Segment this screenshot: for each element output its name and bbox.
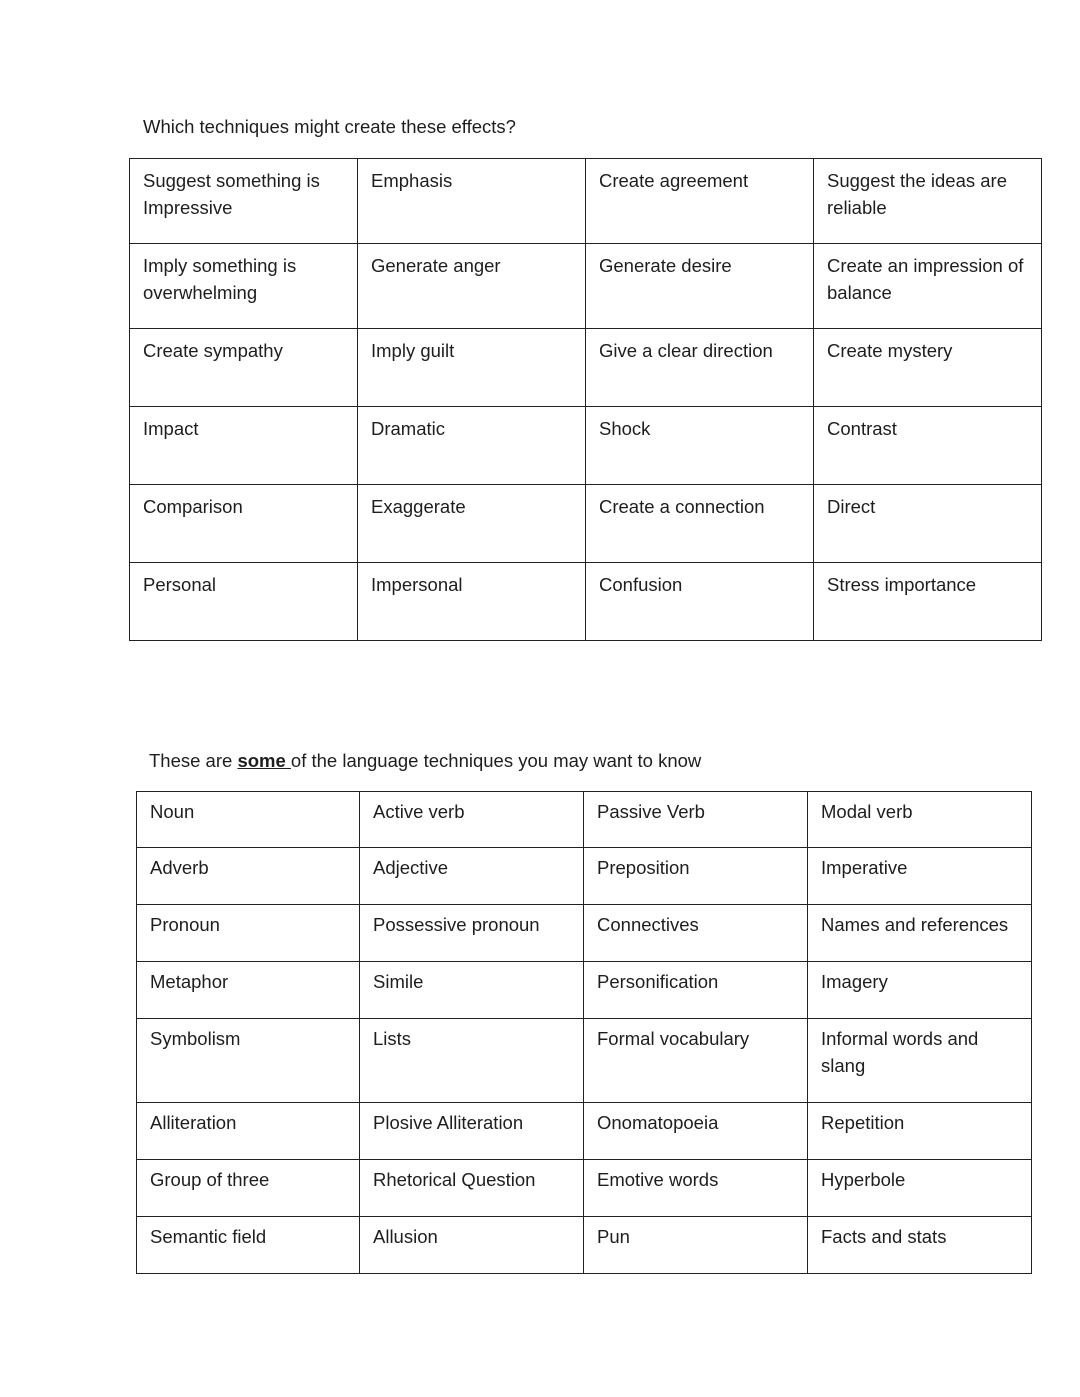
table-cell: Create mystery xyxy=(814,329,1042,407)
table-cell: Comparison xyxy=(130,485,358,563)
effects-heading: Which techniques might create these effects? xyxy=(143,116,516,137)
heading-text: of the language techniques you may want to know xyxy=(290,750,702,771)
table-row xyxy=(137,1103,1032,1160)
table-row xyxy=(137,962,1032,1019)
table-cell: Metaphor xyxy=(137,962,360,1019)
table-cell: Contrast xyxy=(814,407,1042,485)
table-cell: Facts and stats xyxy=(808,1217,1032,1274)
table-cell: Pronoun xyxy=(137,905,360,962)
table-cell: Adverb xyxy=(137,848,360,905)
table-cell: Imperative xyxy=(808,848,1032,905)
table-cell: Create sympathy xyxy=(130,329,358,407)
table-cell: Hyperbole xyxy=(808,1160,1032,1217)
table-cell: Possessive pronoun xyxy=(360,905,584,962)
table-cell: Names and references xyxy=(808,905,1032,962)
table-cell: Allusion xyxy=(360,1217,584,1274)
table-cell: Imagery xyxy=(808,962,1032,1019)
table-cell: Informal words and slang xyxy=(808,1019,1032,1103)
table-cell: Active verb xyxy=(360,792,584,848)
heading-text: These are xyxy=(149,750,238,771)
table-cell: Onomatopoeia xyxy=(584,1103,808,1160)
table-row xyxy=(130,159,1042,244)
heading-emphasis: some xyxy=(237,750,291,771)
table-cell: Connectives xyxy=(584,905,808,962)
table-cell: Direct xyxy=(814,485,1042,563)
table-cell: Modal verb xyxy=(808,792,1032,848)
table-row xyxy=(137,848,1032,905)
table-row xyxy=(137,1019,1032,1103)
table-cell: Lists xyxy=(360,1019,584,1103)
table-cell: Create an impression of balance xyxy=(814,244,1042,329)
table-cell: Emphasis xyxy=(358,159,586,244)
table-row xyxy=(137,792,1032,848)
table-cell: Preposition xyxy=(584,848,808,905)
table-row xyxy=(130,244,1042,329)
table-cell: Repetition xyxy=(808,1103,1032,1160)
table-cell: Create a connection xyxy=(586,485,814,563)
table-cell: Simile xyxy=(360,962,584,1019)
table-cell: Impact xyxy=(130,407,358,485)
table-cell: Symbolism xyxy=(137,1019,360,1103)
table-cell: Suggest the ideas are reliable xyxy=(814,159,1042,244)
table-cell: Formal vocabulary xyxy=(584,1019,808,1103)
table-cell: Shock xyxy=(586,407,814,485)
table-cell: Group of three xyxy=(137,1160,360,1217)
table-cell: Imply guilt xyxy=(358,329,586,407)
table-cell: Semantic field xyxy=(137,1217,360,1274)
table-cell: Give a clear direction xyxy=(586,329,814,407)
techniques-heading xyxy=(149,750,701,772)
table-cell: Stress importance xyxy=(814,563,1042,641)
effects-table xyxy=(129,158,1042,641)
table-row xyxy=(137,1160,1032,1217)
table-cell: Create agreement xyxy=(586,159,814,244)
table-cell: Dramatic xyxy=(358,407,586,485)
table-cell: Impersonal xyxy=(358,563,586,641)
table-row xyxy=(137,905,1032,962)
table-cell: Passive Verb xyxy=(584,792,808,848)
table-cell: Rhetorical Question xyxy=(360,1160,584,1217)
table-row xyxy=(137,1217,1032,1274)
table-row xyxy=(130,329,1042,407)
table-cell: Personal xyxy=(130,563,358,641)
table-row xyxy=(130,485,1042,563)
table-cell: Personification xyxy=(584,962,808,1019)
table-cell: Adjective xyxy=(360,848,584,905)
table-cell: Suggest something is Impressive xyxy=(130,159,358,244)
table-cell: Generate desire xyxy=(586,244,814,329)
table-cell: Exaggerate xyxy=(358,485,586,563)
techniques-table xyxy=(136,791,1032,1274)
table-cell: Generate anger xyxy=(358,244,586,329)
table-row xyxy=(130,407,1042,485)
table-cell: Plosive Alliteration xyxy=(360,1103,584,1160)
table-cell: Emotive words xyxy=(584,1160,808,1217)
table-cell: Pun xyxy=(584,1217,808,1274)
table-cell: Confusion xyxy=(586,563,814,641)
table-row xyxy=(130,563,1042,641)
table-cell: Imply something is overwhelming xyxy=(130,244,358,329)
table-cell: Alliteration xyxy=(137,1103,360,1160)
table-cell: Noun xyxy=(137,792,360,848)
